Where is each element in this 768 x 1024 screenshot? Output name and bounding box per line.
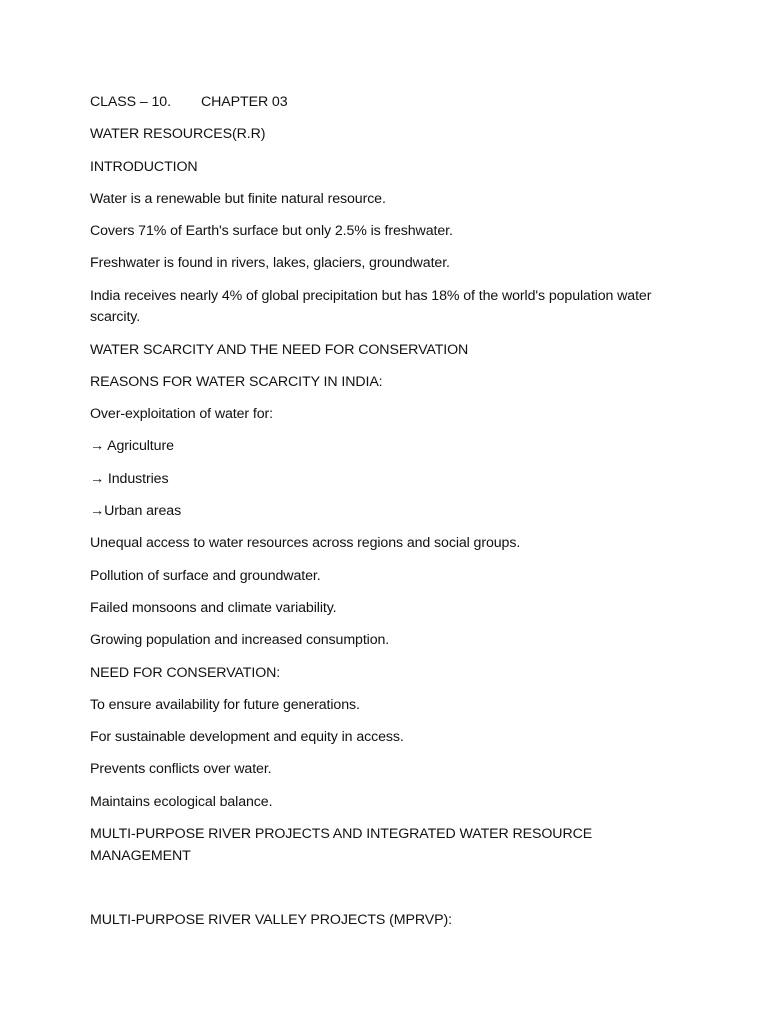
- section-heading-scarcity: WATER SCARCITY AND THE NEED FOR CONSERVATION: [90, 341, 469, 358]
- document-page: [90, 92, 690, 942]
- subheading-conservation: NEED FOR CONSERVATION:: [90, 664, 281, 681]
- paragraph: Unequal access to water resources across regions and social groups.: [90, 535, 521, 552]
- chapter-label: CHAPTER 03: [201, 94, 288, 110]
- class-label: CLASS – 10.: [90, 94, 171, 110]
- header-row: [90, 92, 690, 114]
- section-heading-introduction: INTRODUCTION: [90, 158, 198, 175]
- paragraph: Failed monsoons and climate variability.: [90, 599, 337, 616]
- paragraph: For sustainable development and equity in access.: [90, 729, 404, 746]
- section-heading-river-projects: MULTI-PURPOSE RIVER PROJECTS AND INTEGRATED WATER RESOURCE MANAGEMENT: [90, 826, 593, 864]
- document-title: WATER RESOURCES(R.R): [90, 126, 266, 143]
- paragraph: Freshwater is found in rivers, lakes, glaciers, groundwater.: [90, 255, 450, 272]
- list-item: → Agriculture: [90, 438, 174, 455]
- subheading-reasons: REASONS FOR WATER SCARCITY IN INDIA:: [90, 373, 383, 390]
- paragraph: Over-exploitation of water for:: [90, 406, 273, 423]
- blank-line: [90, 878, 690, 900]
- paragraph: Water is a renewable but finite natural resource.: [90, 190, 386, 207]
- paragraph: Maintains ecological balance.: [90, 793, 273, 810]
- paragraph: Covers 71% of Earth's surface but only 2.5% is freshwater.: [90, 223, 453, 240]
- paragraph: India receives nearly 4% of global precipitation but has 18% of the world's population water scarcity.: [90, 287, 652, 326]
- list-item: →Urban areas: [90, 503, 182, 520]
- paragraph: Prevents conflicts over water.: [90, 761, 272, 778]
- paragraph: To ensure availability for future generations.: [90, 696, 360, 713]
- paragraph: Pollution of surface and groundwater.: [90, 567, 321, 584]
- subheading-mprvp: MULTI-PURPOSE RIVER VALLEY PROJECTS (MPRVP):: [90, 912, 452, 929]
- paragraph: Growing population and increased consumption.: [90, 632, 390, 649]
- list-item: → Industries: [90, 470, 169, 487]
